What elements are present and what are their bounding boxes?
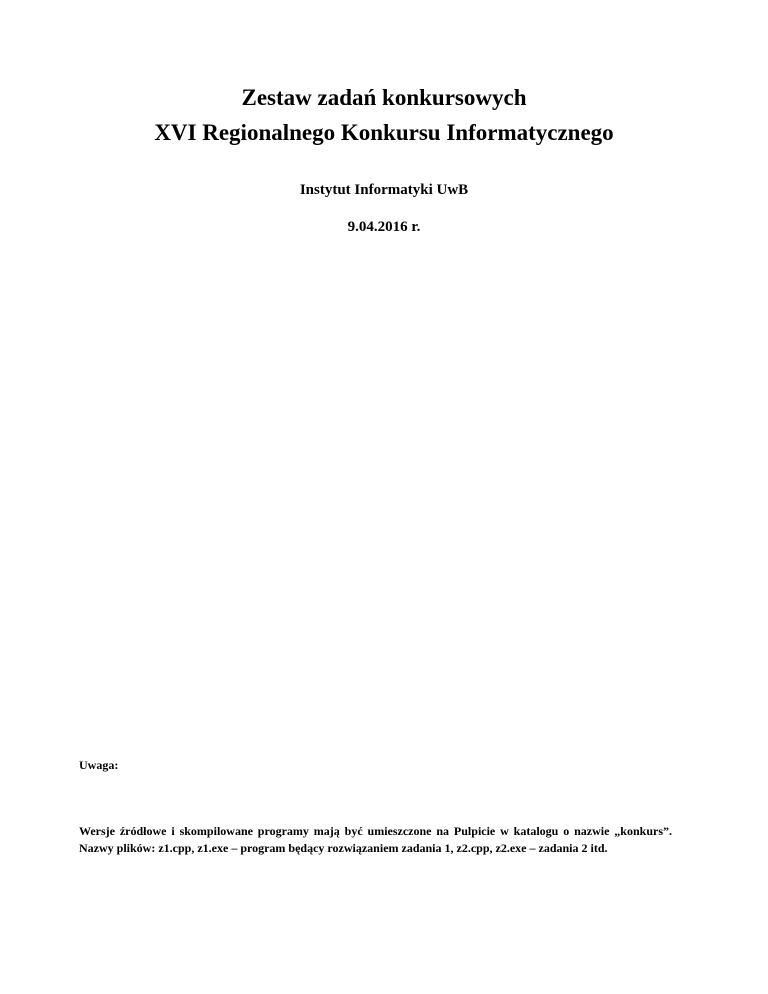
institute-name: Instytut Informatyki UwB <box>299 182 469 198</box>
document-date: 9.04.2016 r. <box>347 219 421 235</box>
document-title-line-2: XVI Regionalnego Konkursu Informatycznego <box>154 120 614 145</box>
note-label: Uwaga: <box>79 758 119 772</box>
note-text: Wersje źródłowe i skompilowane programy mają być umieszczone na Pulpicie w katalogu o nazwie „konkurs”. Nazwy plików: z1.cpp, z1.exe – program będący rozwiązaniem zadania 1, z2.cpp, z2.exe – zadania 2 itd. <box>79 824 672 855</box>
document-title-line-1: Zestaw zadań konkursowych <box>241 85 527 110</box>
